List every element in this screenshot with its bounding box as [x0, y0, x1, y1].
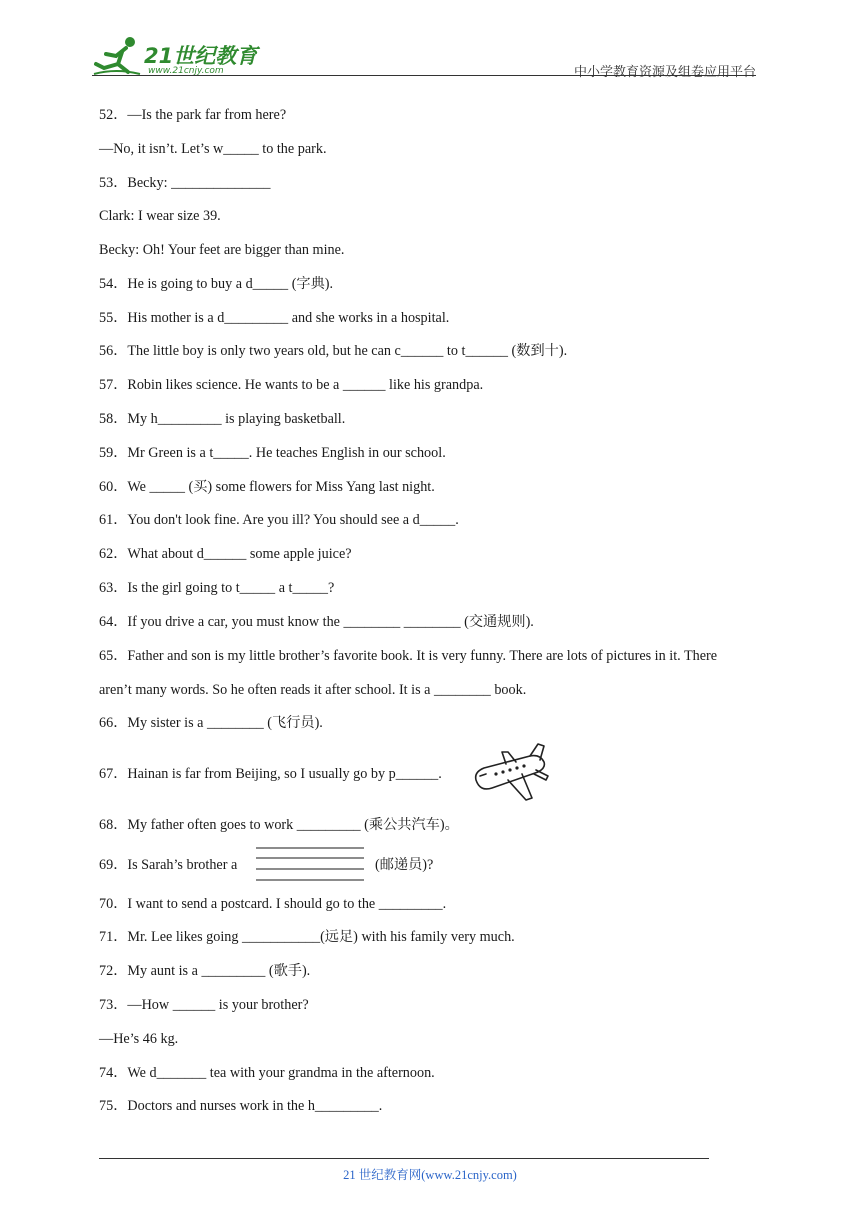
question-71: 71．Mr. Lee likes going ___________(远足) with his family very much.: [99, 929, 515, 945]
page-header: [92, 30, 756, 78]
question-57: 57．Robin likes science. He wants to be a ______ like his grandpa.: [99, 377, 484, 393]
question-56: 56．The little boy is only two years old, but he can c______ to t______ (数到十).: [99, 343, 568, 359]
header-divider: [92, 75, 756, 76]
logo-url: www.21cnjy.com: [148, 66, 224, 76]
question-52-line-1: 52．—Is the park far from here?: [99, 107, 287, 123]
question-69-end: (邮递员)?: [375, 857, 434, 873]
question-55: 55．His mother is a d_________ and she works in a hospital.: [99, 310, 450, 326]
question-73-line-1: 73．—How ______ is your brother?: [99, 997, 309, 1013]
question-52-line-2: —No, it isn’t. Let’s w_____ to the park.: [99, 141, 327, 157]
question-70: 70．I want to send a postcard. I should go to the _________.: [99, 896, 447, 912]
question-62: 62．What about d______ some apple juice?: [99, 546, 352, 562]
question-72: 72．My aunt is a _________ (歌手).: [99, 963, 311, 979]
footer-source[interactable]: 21 世纪教育网(www.21cnjy.com): [343, 1168, 517, 1182]
site-logo[interactable]: [92, 34, 272, 78]
platform-title: 中小学教育资源及组卷应用平台: [573, 64, 756, 79]
question-73-line-2: —He’s 46 kg.: [99, 1031, 179, 1047]
question-54: 54．He is going to buy a d_____ (字典).: [99, 276, 334, 292]
question-63: 63．Is the girl going to t_____ a t_____?: [99, 580, 335, 596]
question-59: 59．Mr Green is a t_____. He teaches English in our school.: [99, 445, 446, 461]
answer-lines-graphic: [254, 845, 366, 883]
question-65-line-2: aren’t many words. So he often reads it after school. It is a ________ book.: [99, 682, 527, 698]
logo-text: 21世纪教育: [144, 44, 258, 68]
question-67: 67．Hainan is far from Beijing, so I usually go by p______.: [99, 766, 442, 782]
question-58: 58．My h_________ is playing basketball.: [99, 411, 346, 427]
question-60: 60．We _____ (买) some flowers for Miss Yang last night.: [99, 479, 435, 495]
runner-logo-icon: [92, 34, 144, 78]
question-53-line-3: Becky: Oh! Your feet are bigger than mine.: [99, 242, 345, 258]
question-61: 61．You don't look fine. Are you ill? You should see a d_____.: [99, 512, 459, 528]
question-69-start: 69．Is Sarah’s brother a: [99, 857, 238, 873]
question-74: 74．We d_______ tea with your grandma in the afternoon.: [99, 1065, 435, 1081]
question-65-line-1: 65．Father and son is my little brother’s favorite book. It is very funny. There are lots of pictures in it. There: [99, 648, 718, 664]
question-75: 75．Doctors and nurses work in the h_________.: [99, 1098, 383, 1114]
question-53-line-2: Clark: I wear size 39.: [99, 208, 221, 224]
question-68: 68．My father often goes to work _________ (乘公共汽车)。: [99, 817, 459, 833]
airplane-icon: [472, 742, 552, 804]
question-66: 66．My sister is a ________ (飞行员).: [99, 715, 323, 731]
question-64: 64．If you drive a car, you must know the ________ ________ (交通规则).: [99, 614, 534, 630]
question-53-line-1: 53．Becky: ______________: [99, 175, 271, 191]
footer-divider: [99, 1158, 709, 1159]
